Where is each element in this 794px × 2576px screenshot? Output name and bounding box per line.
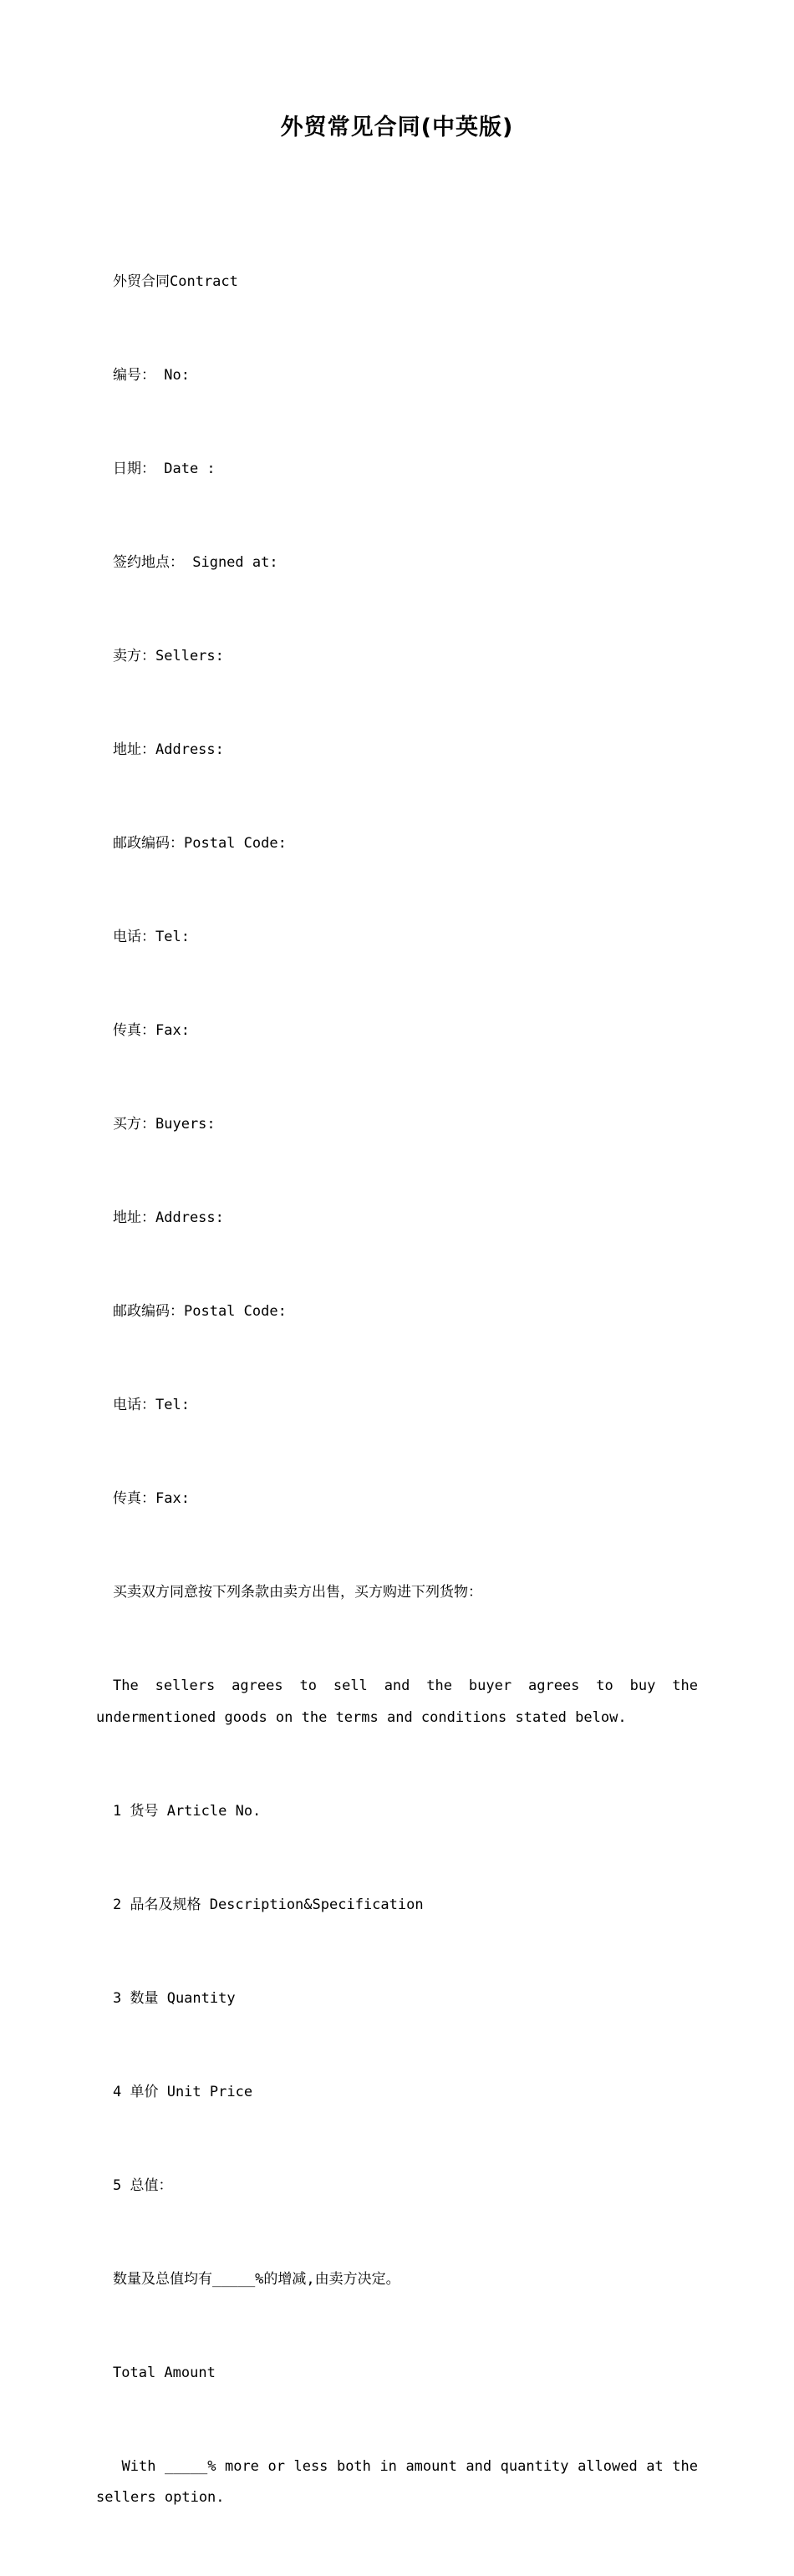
agreement-english: The sellers agrees to sell and the buyer agrees to buy the undermentioned goods on the terms and conditions stated below. [96, 1677, 707, 1726]
contract-heading: 外贸合同Contract [113, 272, 238, 290]
item-description: 2 品名及规格 Description&Specification [113, 1896, 424, 1913]
item-quantity: 3 数量 Quantity [113, 1989, 236, 2007]
buyers-postal-code-line: 邮政编码：Postal Code: [113, 1303, 287, 1321]
buyers-address-line: 地址：Address: [113, 1209, 224, 1226]
date-line: 日期： Date : [113, 460, 216, 477]
sellers-address-line: 地址：Address: [113, 741, 224, 758]
buyers-fax-line: 传真：Fax: [113, 1490, 190, 1508]
agreement-chinese: 买卖双方同意按下列条款由卖方出售，买方购进下列货物： [113, 1584, 482, 1601]
item-unit-price: 4 单价 Unit Price [113, 2083, 253, 2100]
buyers-line: 买方：Buyers: [113, 1115, 216, 1133]
document-body [96, 204, 707, 2576]
sellers-line: 卖方：Sellers: [113, 647, 224, 664]
tolerance-english: With _____% more or less both in amount and quantity allowed at the sellers option. [96, 2457, 707, 2507]
contract-number-line: 编号： No: [113, 366, 190, 384]
item-article-no: 1 货号 Article No. [113, 1802, 262, 1820]
item-total-value: 5 总值： [113, 2176, 173, 2194]
buyers-tel-line: 电话：Tel: [113, 1397, 190, 1414]
total-amount-label: Total Amount [113, 2364, 216, 2381]
sellers-postal-code-line: 邮政编码：Postal Code: [113, 834, 287, 852]
sellers-tel-line: 电话：Tel: [113, 928, 190, 945]
sellers-fax-line: 传真：Fax: [113, 1021, 190, 1039]
tolerance-chinese: 数量及总值均有_____%的增减,由卖方决定。 [113, 2270, 400, 2288]
document-title: 外贸常见合同(中英版) [280, 115, 514, 140]
signed-at-line: 签约地点： Signed at: [113, 553, 278, 571]
